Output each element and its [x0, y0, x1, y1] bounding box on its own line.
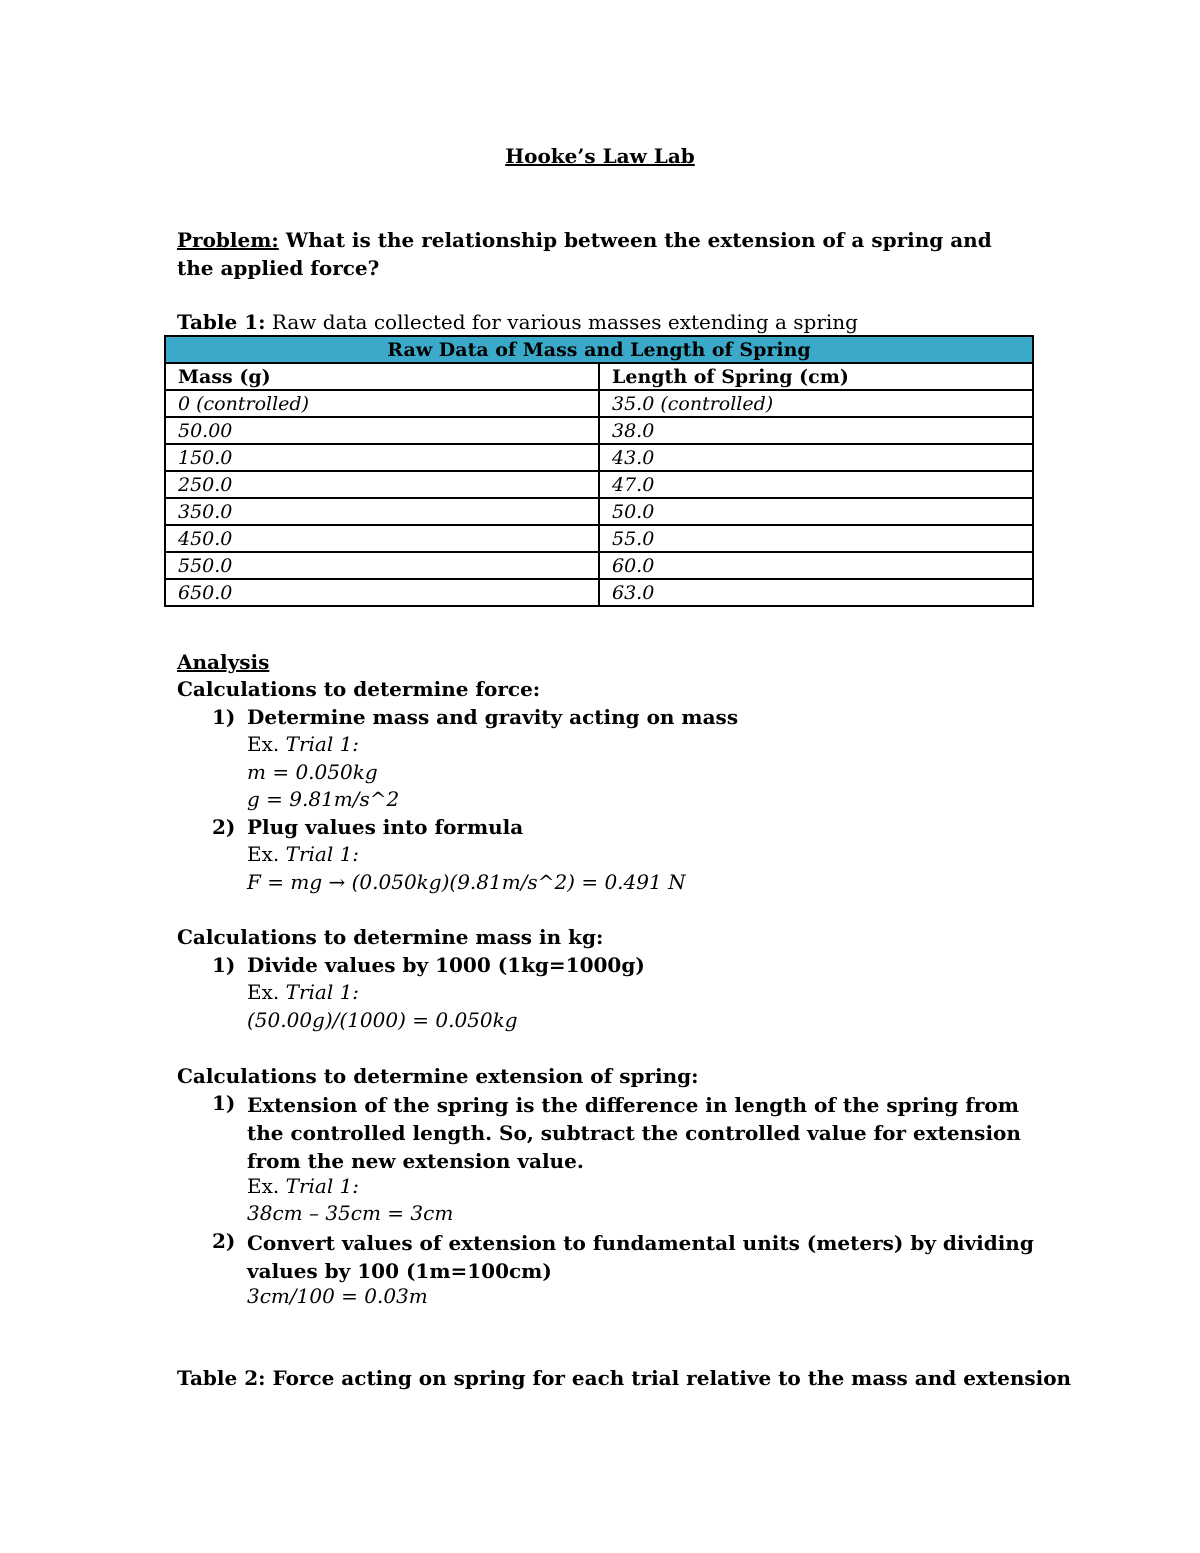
table-row — [165, 525, 1033, 552]
table-row — [165, 552, 1033, 579]
mass-cell: 550.0 — [165, 552, 599, 579]
table1-caption-text: Raw data collected for various masses extending a spring — [265, 310, 858, 334]
column-header-mass: Mass (g) — [165, 363, 599, 390]
force-step1-example — [247, 732, 359, 756]
table-row — [165, 498, 1033, 525]
mass-cell: 150.0 — [165, 444, 599, 471]
arrow-icon: → — [328, 870, 346, 894]
extension-step2-number: 2) — [212, 1229, 236, 1253]
extension-conversion: 3cm/100 = 0.03m — [247, 1284, 428, 1308]
mass-cell: 350.0 — [165, 498, 599, 525]
problem-statement — [177, 226, 1017, 282]
table2-caption-label: Table 2: — [177, 1366, 266, 1390]
mass-cell: 250.0 — [165, 471, 599, 498]
trial-label: Trial 1: — [279, 980, 360, 1004]
length-cell: 35.0 (controlled) — [599, 390, 1033, 417]
length-cell: 63.0 — [599, 579, 1033, 606]
extension-step1-example — [247, 1174, 359, 1198]
mass-cell: 450.0 — [165, 525, 599, 552]
mass-cell: 0 (controlled) — [165, 390, 599, 417]
length-cell: 43.0 — [599, 444, 1033, 471]
analysis-heading: Analysis — [177, 650, 270, 674]
force-step2-number: 2) — [212, 815, 236, 839]
mass-value: m = 0.050kg — [247, 760, 378, 784]
table1-caption — [177, 310, 858, 334]
raw-data-table — [164, 335, 1034, 607]
mass-cell: 50.00 — [165, 417, 599, 444]
length-cell: 60.0 — [599, 552, 1033, 579]
force-step1-number: 1) — [212, 705, 236, 729]
problem-label: Problem: — [177, 228, 279, 252]
force-formula-part-b: (0.050kg)(9.81m/s^2) = 0.491 N — [345, 870, 686, 894]
extension-step2-text: Convert values of extension to fundamental units (meters) by dividing values by 100 (1m=100cm) — [247, 1231, 1034, 1283]
mass-calc-heading: Calculations to determine mass in kg: — [177, 925, 604, 949]
extension-step1-text: Extension of the spring is the difference in length of the spring from the controlled length. So, subtract the controlled value for extension from the new extension value. — [247, 1093, 1021, 1173]
table2-caption-text: Force acting on spring for each trial relative to the mass and extension — [265, 1366, 1072, 1390]
column-header-length: Length of Spring (cm) — [599, 363, 1033, 390]
problem-text: What is the relationship between the extension of a spring and the applied force? — [177, 228, 992, 280]
example-label: Ex. — [247, 980, 280, 1004]
extension-difference: 38cm – 35cm = 3cm — [247, 1201, 454, 1225]
length-cell: 55.0 — [599, 525, 1033, 552]
mass-cell: 650.0 — [165, 579, 599, 606]
table-row — [165, 390, 1033, 417]
gravity-value: g = 9.81m/s^2 — [247, 787, 400, 811]
trial-label: Trial 1: — [279, 1174, 360, 1198]
extension-step1-number: 1) — [212, 1091, 236, 1115]
length-cell: 50.0 — [599, 498, 1033, 525]
table-row — [165, 417, 1033, 444]
force-formula — [247, 870, 686, 894]
force-step1-text: Determine mass and gravity acting on mass — [247, 705, 739, 729]
table1-header: Raw Data of Mass and Length of Spring — [165, 336, 1033, 363]
force-formula-part-a: F = mg — [247, 870, 329, 894]
length-cell: 47.0 — [599, 471, 1033, 498]
length-cell: 38.0 — [599, 417, 1033, 444]
trial-label: Trial 1: — [279, 842, 360, 866]
mass-step1-text: Divide values by 1000 (1kg=1000g) — [247, 953, 645, 977]
page-title: Hooke’s Law Lab — [505, 144, 695, 168]
force-step2-text: Plug values into formula — [247, 815, 524, 839]
mass-conversion: (50.00g)/(1000) = 0.050kg — [247, 1008, 518, 1032]
force-calc-heading: Calculations to determine force: — [177, 677, 541, 701]
mass-step1-number: 1) — [212, 953, 236, 977]
table-row — [165, 471, 1033, 498]
table1-caption-label: Table 1: — [177, 310, 266, 334]
example-label: Ex. — [247, 732, 280, 756]
table-row — [165, 579, 1033, 606]
table-row — [165, 444, 1033, 471]
table2-caption — [177, 1366, 1071, 1390]
mass-step1-example — [247, 980, 359, 1004]
force-step2-example — [247, 842, 359, 866]
trial-label: Trial 1: — [279, 732, 360, 756]
extension-calc-heading: Calculations to determine extension of spring: — [177, 1064, 699, 1088]
example-label: Ex. — [247, 1174, 280, 1198]
example-label: Ex. — [247, 842, 280, 866]
